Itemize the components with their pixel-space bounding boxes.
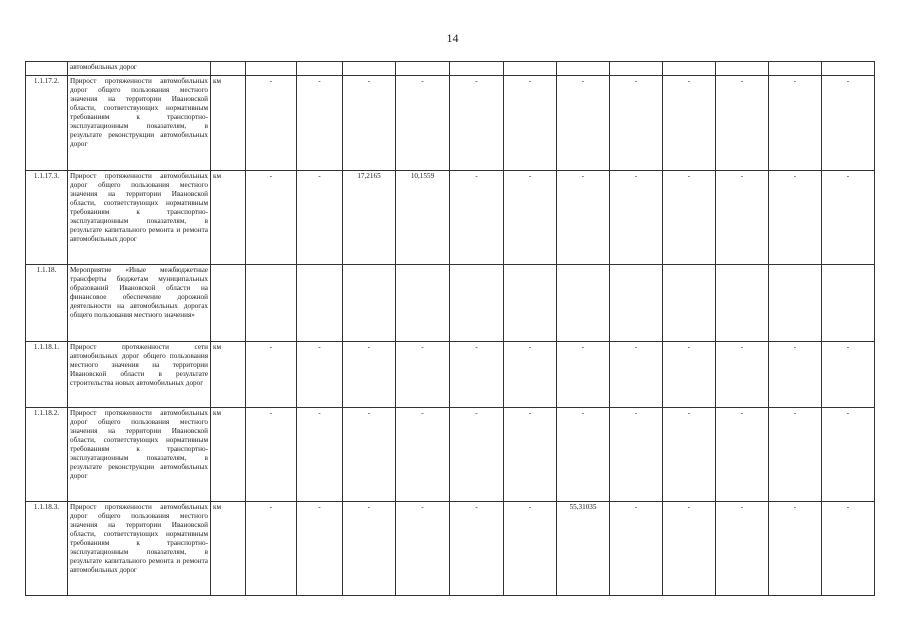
value-cell — [822, 265, 875, 342]
value-cell — [557, 265, 610, 342]
value-cell — [450, 62, 504, 76]
row-number: 1.1.17.3. — [26, 171, 68, 265]
table-row — [26, 408, 875, 502]
value-cell — [343, 62, 396, 76]
table-row — [26, 62, 875, 76]
value-cell — [769, 265, 822, 342]
value-cell: 10,1559 — [396, 171, 450, 265]
row-description: Прирост протяженности сети автомобильных дорог общего пользования местного значения на территории Ивановской области в результате строительства новых автомобильных дорог — [68, 342, 211, 408]
value-cell: - — [716, 171, 769, 265]
value-cell — [246, 265, 297, 342]
value-cell: - — [246, 171, 297, 265]
row-unit: км — [211, 171, 246, 265]
row-description: Прирост протяженности автомобильных дорог общего пользования местного значения на территории Ивановской области, соответствующих нормативным требованиям к транспортно-эксплуатационным показателям, в результате капитального ремонта и ремонта автомобильных дорог — [68, 502, 211, 596]
value-cell: - — [504, 171, 557, 265]
value-cell — [663, 62, 716, 76]
value-cell — [297, 265, 343, 342]
value-cell — [557, 62, 610, 76]
value-cell — [610, 265, 663, 342]
table-row — [26, 342, 875, 408]
value-cell: - — [610, 76, 663, 171]
value-cell: - — [297, 408, 343, 502]
page-number: 14 — [446, 31, 459, 45]
value-cell: - — [663, 171, 716, 265]
value-cell: - — [663, 408, 716, 502]
value-cell: - — [504, 408, 557, 502]
value-cell: - — [822, 502, 875, 596]
value-cell: - — [822, 171, 875, 265]
value-cell — [663, 265, 716, 342]
value-cell — [504, 62, 557, 76]
row-description: Мероприятие «Иные межбюджетные трансферты бюджетам муниципальных образований Ивановской области на финансовое обеспечение дорожной деятельности на автомобильных дорогах общего пользования местного значения» — [68, 265, 211, 342]
value-cell: - — [822, 342, 875, 408]
row-description: Прирост протяженности автомобильных дорог общего пользования местного значения на территории Ивановской области, соответствующих нормативным требованиям к транспортно-эксплуатационным показателям, в результате реконструкции автомобильных дорог — [68, 76, 211, 171]
row-number: 1.1.17.2. — [26, 76, 68, 171]
value-cell — [450, 265, 504, 342]
value-cell: - — [343, 76, 396, 171]
value-cell: - — [557, 171, 610, 265]
value-cell: - — [343, 342, 396, 408]
row-unit: км — [211, 76, 246, 171]
value-cell: - — [450, 342, 504, 408]
value-cell — [610, 62, 663, 76]
value-cell: - — [343, 408, 396, 502]
value-cell: - — [610, 502, 663, 596]
value-cell — [504, 265, 557, 342]
row-description: автомобильных дорог — [68, 62, 211, 76]
value-cell: - — [396, 408, 450, 502]
value-cell: - — [504, 76, 557, 171]
value-cell: - — [769, 76, 822, 171]
value-cell: - — [769, 502, 822, 596]
value-cell: - — [557, 76, 610, 171]
value-cell — [396, 265, 450, 342]
value-cell: - — [557, 342, 610, 408]
value-cell: - — [396, 502, 450, 596]
value-cell: - — [663, 502, 716, 596]
row-number: 1.1.18. — [26, 265, 68, 342]
row-number — [26, 62, 68, 76]
table-row — [26, 76, 875, 171]
value-cell: - — [610, 171, 663, 265]
value-cell: - — [663, 342, 716, 408]
value-cell — [343, 265, 396, 342]
value-cell: - — [343, 502, 396, 596]
value-cell — [822, 62, 875, 76]
row-unit — [211, 62, 246, 76]
row-unit: км — [211, 502, 246, 596]
value-cell: - — [450, 408, 504, 502]
value-cell: - — [769, 171, 822, 265]
indicators-table — [25, 61, 875, 596]
value-cell: - — [396, 76, 450, 171]
row-description: Прирост протяженности автомобильных дорог общего пользования местного значения на территории Ивановской области, соответствующих нормативным требованиям к транспортно-эксплуатационным показателям, в результате капитального ремонта и ремонта автомобильных дорог — [68, 171, 211, 265]
value-cell — [769, 62, 822, 76]
value-cell — [396, 62, 450, 76]
value-cell: - — [716, 342, 769, 408]
value-cell: - — [769, 342, 822, 408]
row-unit: км — [211, 408, 246, 502]
value-cell: - — [246, 408, 297, 502]
value-cell: - — [297, 171, 343, 265]
row-description: Прирост протяженности автомобильных дорог общего пользования местного значения на территории Ивановской области, соответствующих нормативным требованиям к транспортно-эксплуатационным показателям, в результате реконструкции автомобильных дорог — [68, 408, 211, 502]
value-cell: - — [297, 76, 343, 171]
value-cell: - — [297, 342, 343, 408]
value-cell — [716, 62, 769, 76]
value-cell: - — [246, 76, 297, 171]
table-row — [26, 265, 875, 342]
value-cell: - — [610, 342, 663, 408]
value-cell: - — [450, 502, 504, 596]
value-cell: - — [246, 342, 297, 408]
value-cell: - — [297, 502, 343, 596]
value-cell: - — [716, 76, 769, 171]
value-cell: - — [663, 76, 716, 171]
value-cell: 17,2165 — [343, 171, 396, 265]
value-cell: - — [246, 502, 297, 596]
value-cell: - — [610, 408, 663, 502]
value-cell: - — [450, 171, 504, 265]
table-row — [26, 171, 875, 265]
value-cell: - — [716, 408, 769, 502]
table-row — [26, 502, 875, 596]
row-number: 1.1.18.1. — [26, 342, 68, 408]
value-cell: - — [769, 408, 822, 502]
value-cell — [246, 62, 297, 76]
value-cell: - — [450, 76, 504, 171]
value-cell: - — [557, 408, 610, 502]
value-cell — [297, 62, 343, 76]
value-cell: - — [822, 408, 875, 502]
value-cell: - — [396, 342, 450, 408]
value-cell — [716, 265, 769, 342]
value-cell: - — [504, 502, 557, 596]
value-cell: - — [504, 342, 557, 408]
value-cell: - — [716, 502, 769, 596]
row-number: 1.1.18.2. — [26, 408, 68, 502]
value-cell: 55,31035 — [557, 502, 610, 596]
row-unit — [211, 265, 246, 342]
row-unit: км — [211, 342, 246, 408]
row-number: 1.1.18.3. — [26, 502, 68, 596]
value-cell: - — [822, 76, 875, 171]
